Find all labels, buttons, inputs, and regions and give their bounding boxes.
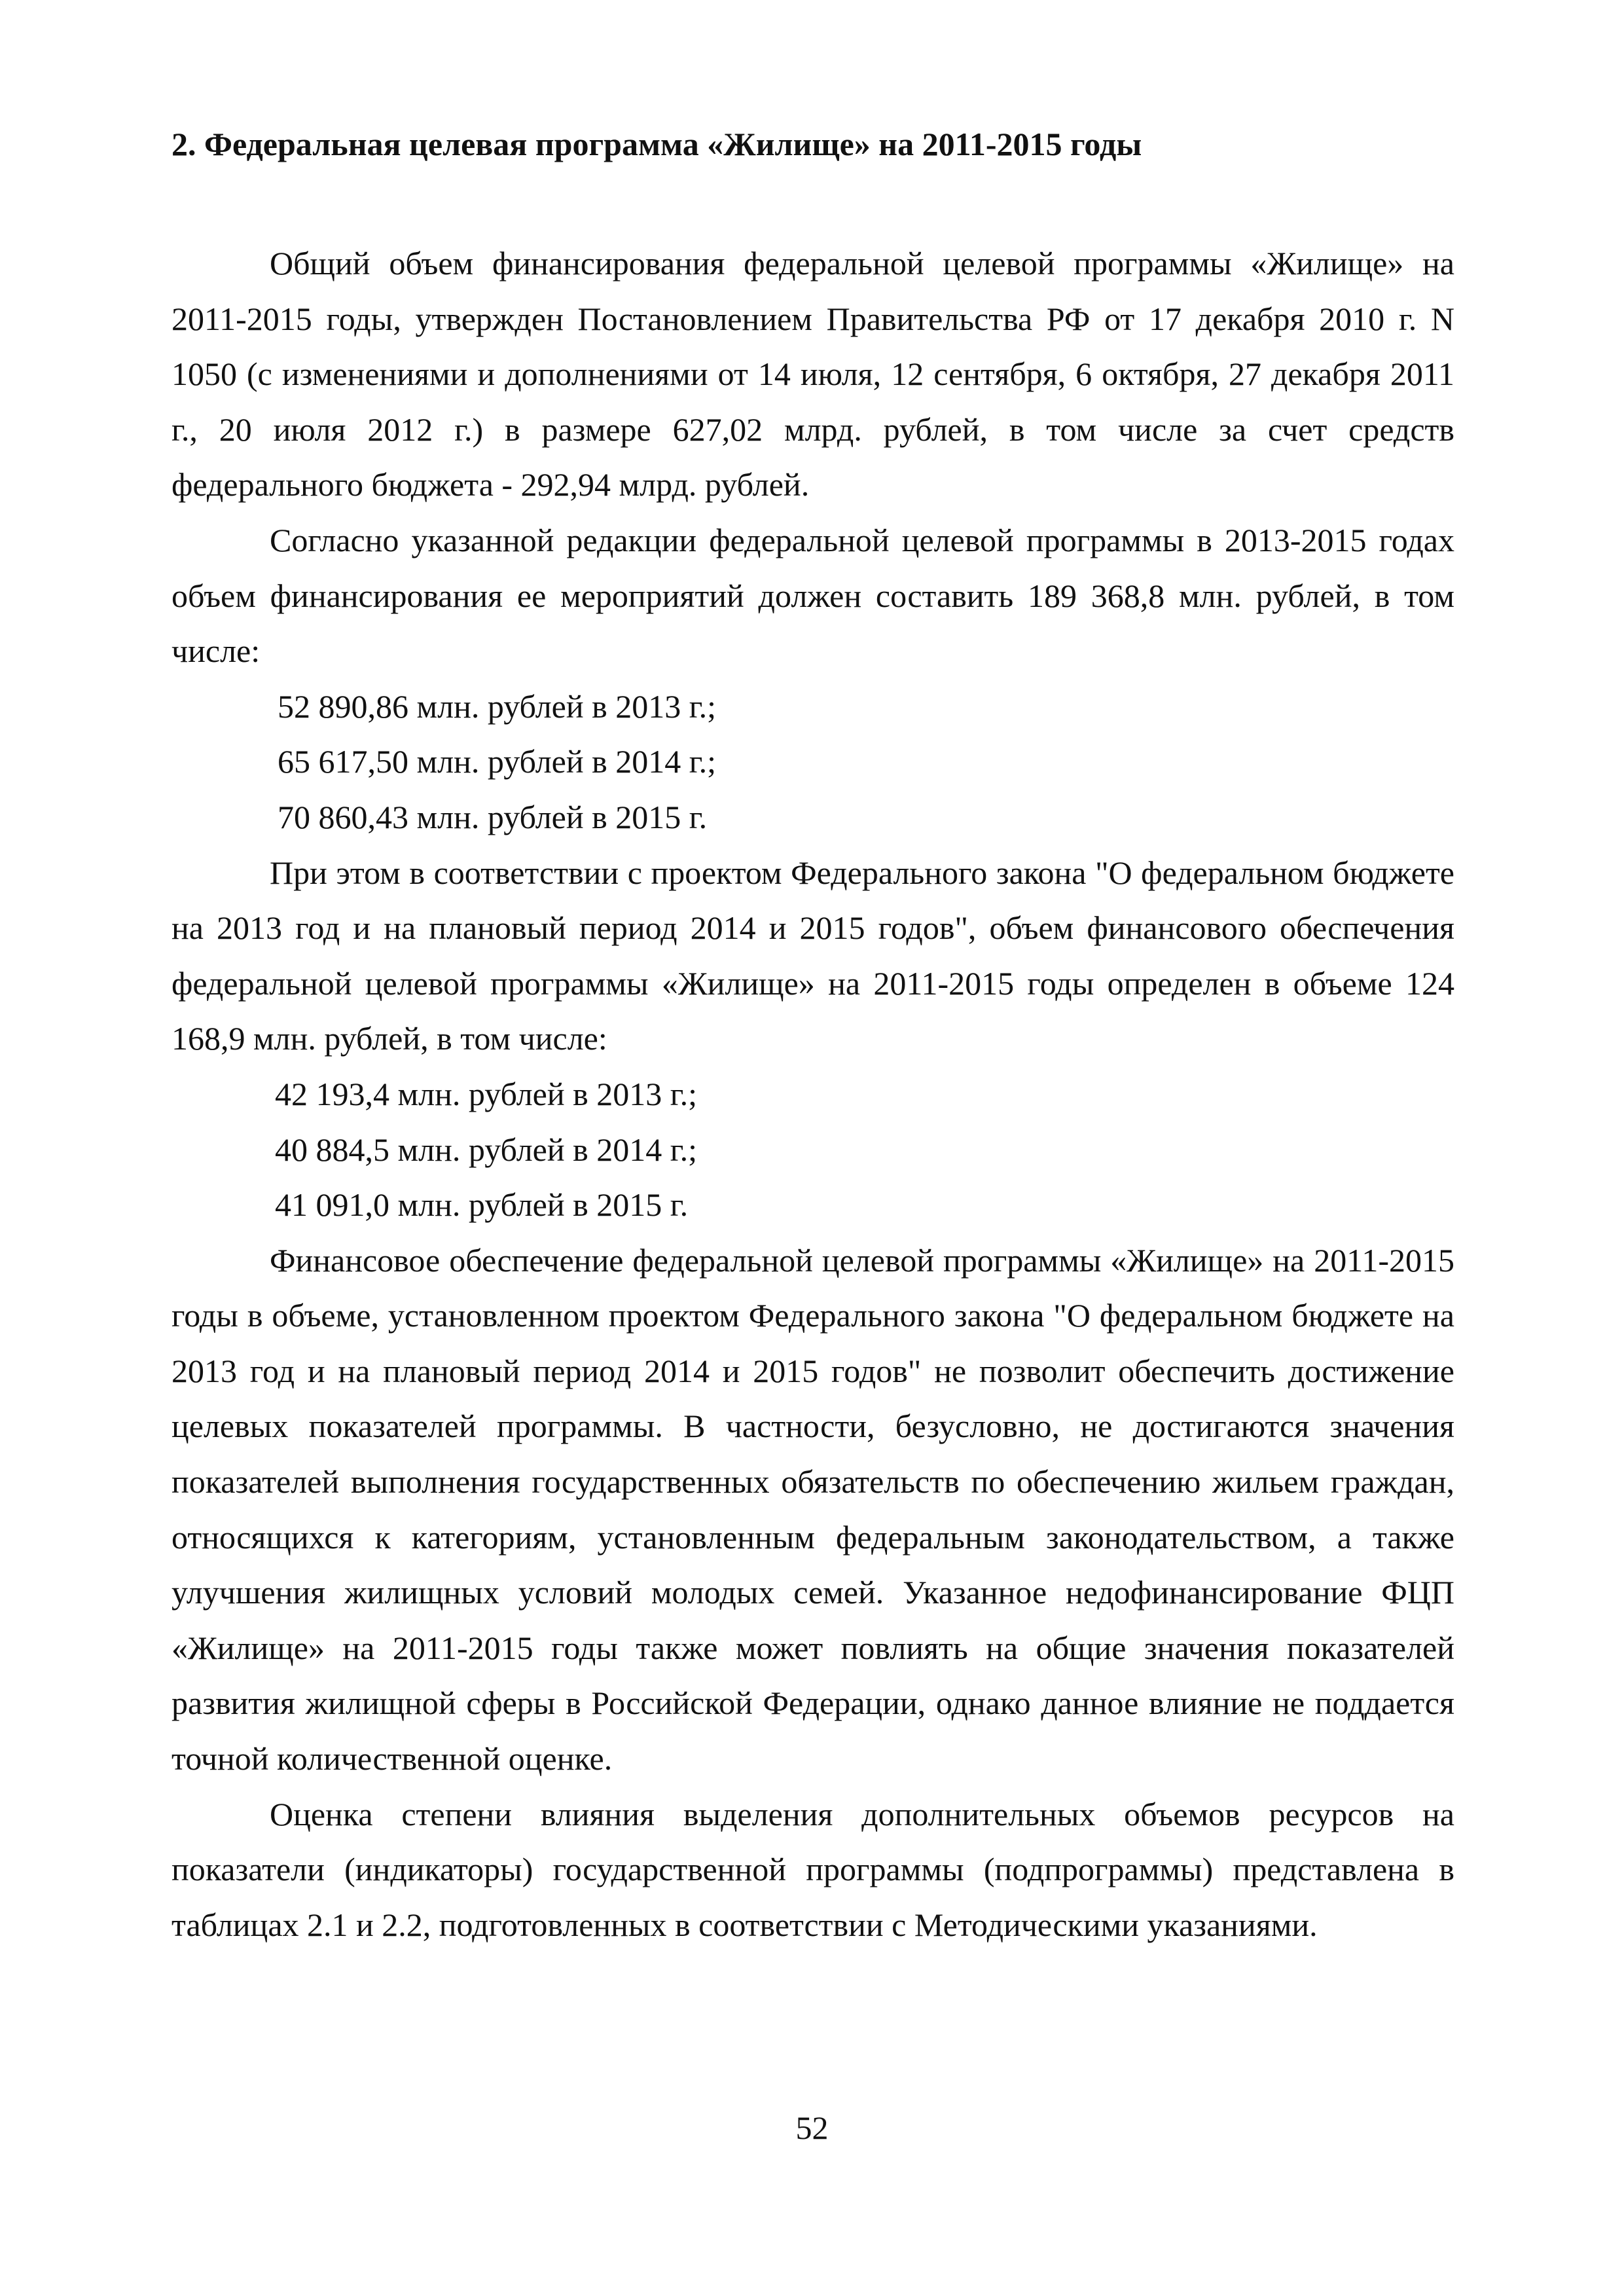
document-body [171,236,1454,1952]
paragraph-program-funding: Согласно указанной редакции федеральной целевой программы в 2013-2015 годах объем финансирования ее мероприятий должен составить 189 368,8 млн. рублей, в том числе: [171,521,1454,670]
page-number: 52 [795,2109,829,2146]
paragraph-assessment: Оценка степени влияния выделения дополнительных объемов ресурсов на показатели (индикаторы) государственной программы (подпрограммы) представлена в таблицах 2.1 и 2.2, подготовленных в соответствии с Методическими указаниями. [171,1795,1454,1943]
budget-funding-list [171,1066,1454,1233]
paragraph-budget-law: При этом в соответствии с проектом Федерального закона "О федеральном бюджете на 2013 год и на плановый период 2014 и 2015 годов", объем финансового обеспечения федеральной целевой программы «Жилище» на 2011-2015 годы определен в объеме 124 168,9 млн. рублей, в том числе: [171,854,1454,1057]
section-heading: 2. Федеральная целевая программа «Жилище» на 2011-2015 годы [171,126,1142,162]
list-item: 70 860,43 млн. рублей в 2015 г. [278,798,708,835]
list-item: 65 617,50 млн. рублей в 2014 г.; [278,743,716,780]
paragraph-underfunding: Финансовое обеспечение федеральной целевой программы «Жилище» на 2011-2015 годы в объеме, установленном проектом Федерального закона "О федеральном бюджете на 2013 год и на плановый период 2014 и 2015 годов" не позволит обеспечить достижение целевых показателей программы. В частности, безусловно, не достигаются значения показателей выполнения государственных обязательств по обеспечению жильем граждан, относящихся к категориям, установленным федеральным законодательством, а также улучшения жилищных условий молодых семей. Указанное недофинансирование ФЦП «Жилище» на 2011-2015 годы также может повлиять на общие значения показателей развития жилищной сферы в Российской Федерации, однако данное влияние не поддается точной количественной оценке. [171,1241,1454,1777]
list-item: 41 091,0 млн. рублей в 2015 г. [275,1186,689,1224]
program-funding-list [171,679,1454,845]
list-item: 42 193,4 млн. рублей в 2013 г.; [275,1075,697,1112]
list-item: 52 890,86 млн. рублей в 2013 г.; [278,687,716,725]
paragraph-total-funding: Общий объем финансирования федеральной целевой программы «Жилище» на 2011-2015 годы, утвержден Постановлением Правительства РФ от 17 декабря 2010 г. N 1050 (с изменениями и дополнениями от 14 июля, 12 сентября, 6 октября, 27 декабря 2011 г., 20 июля 2012 г.) в размере 627,02 млрд. рублей, в том числе за счет средств федерального бюджета - 292,94 млрд. рублей. [171,245,1454,503]
list-item: 40 884,5 млн. рублей в 2014 г.; [275,1131,697,1168]
